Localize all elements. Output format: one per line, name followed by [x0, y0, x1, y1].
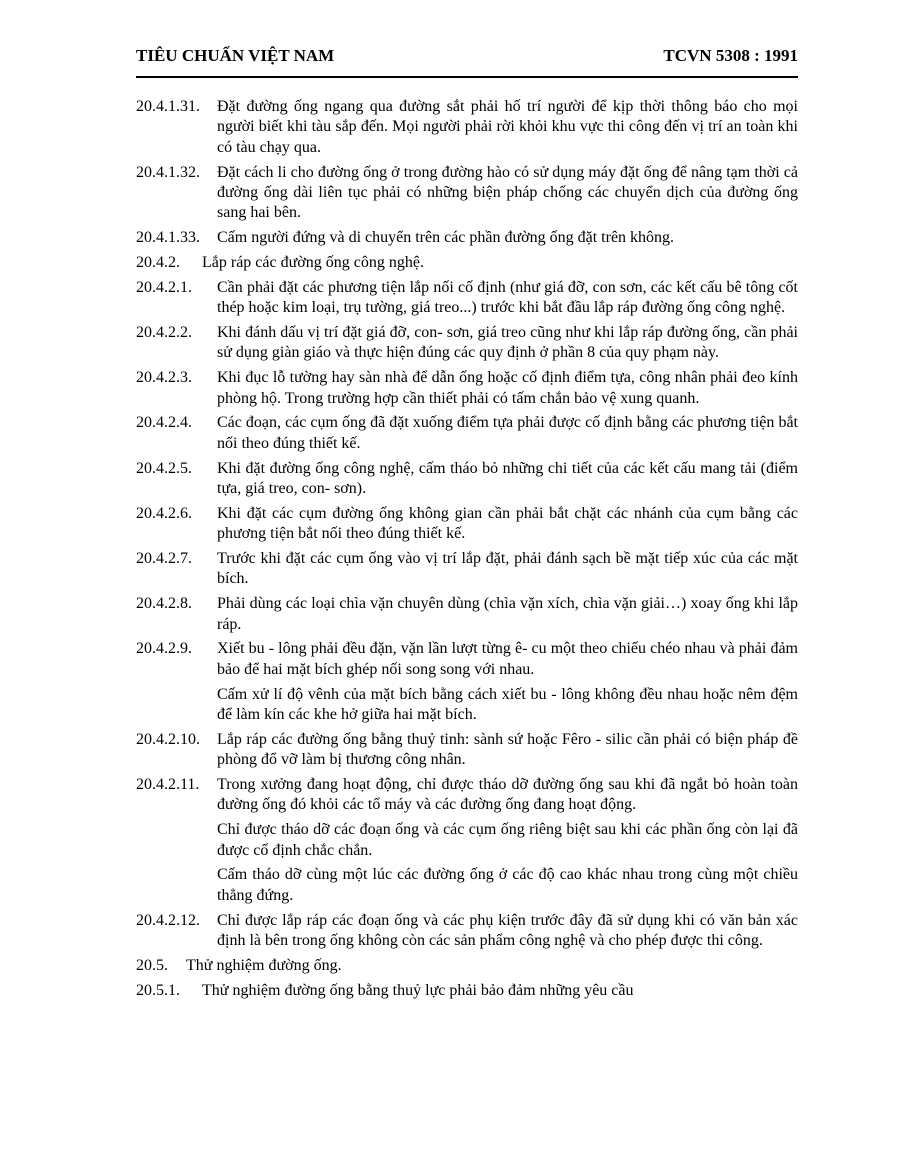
- clause-text: Đặt cách li cho đường ống ở trong đường hào có sử dụng máy đặt ống để nâng tạm thời cả đường ống dài liên tục phải có những biện pháp chống các chuyển dịch của đường ống sang hai bên.: [217, 163, 798, 222]
- section-number: 20.4.2.: [136, 254, 180, 272]
- clause-number: 20.4.2.11.: [136, 776, 200, 794]
- clause-20-4-2-7: [136, 549, 798, 590]
- clause-20-4-2-6: [136, 504, 798, 545]
- clause-20-4-2-12: [136, 911, 798, 952]
- clause-continuation: Chỉ được tháo dỡ các đoạn ống và các cụm ống riêng biệt sau khi các phần ống còn lại đã được cố định chắc chắn.: [217, 821, 798, 859]
- clause-continuation: Cấm xử lí độ vênh của mặt bích bằng cách xiết bu - lông không đều nhau hoặc nêm đệm để làm kín các khe hở giữa hai mặt bích.: [217, 685, 798, 724]
- clause-20-4-2-2: [136, 323, 798, 364]
- clause-text: Cần phải đặt các phương tiện lắp nối cố định (như giá đỡ, con sơn, các kết cấu bê tông cốt thép hoặc kim loại, trụ tường, giá treo...) trước khi bắt đầu lắp ráp đường ống công nghệ.: [217, 278, 798, 317]
- clause-20-4-2-5: [136, 459, 798, 500]
- clause-20-4-1-33: [136, 228, 798, 248]
- clause-text: Xiết bu - lông phải đều đặn, vặn lần lượt từng ê- cu một theo chiếu chéo nhau và phải đảm bảo để hai mặt bích ghép nối song song với nhau.: [217, 640, 798, 678]
- clause-number: 20.4.2.3.: [136, 369, 192, 387]
- clause-number: 20.4.2.5.: [136, 459, 192, 477]
- clause-number: 20.4.1.32.: [136, 163, 200, 181]
- clause-number: 20.4.2.6.: [136, 504, 192, 522]
- clause-text: Khi đặt các cụm đường ống không gian cần phải bắt chặt các nhánh của cụm bằng các phương tiện bắt nối theo đúng thiết kế.: [217, 504, 798, 543]
- clause-20-4-2-11: [136, 775, 798, 816]
- document-body: [136, 97, 798, 1005]
- clause-continuation: Cấm tháo dỡ cùng một lúc các đường ống ở các độ cao khác nhau trong cùng một chiều thẳng đứng.: [217, 866, 798, 904]
- clause-text: Khi đặt đường ống công nghệ, cấm tháo bỏ những chi tiết của các kết cấu mang tải (điểm tựa, giá treo, con- sơn).: [217, 459, 798, 498]
- clause-text: Trong xưởng đang hoạt động, chỉ được tháo dỡ đường ống sau khi đã ngắt bỏ hoàn toàn đường ống đó khỏi các tổ máy và các đường ống đang hoạt động.: [217, 776, 798, 814]
- clause-20-4-2-4: [136, 413, 798, 454]
- clause-number: 20.4.2.9.: [136, 640, 192, 658]
- section-title: Thử nghiệm đường ống.: [186, 956, 342, 974]
- clause-number: 20.4.2.2.: [136, 324, 192, 342]
- clause-number: 20.4.2.8.: [136, 595, 192, 613]
- header-title: TIÊU CHUẨN VIỆT NAM: [136, 46, 335, 65]
- clause-number: 20.4.2.1.: [136, 278, 192, 296]
- clause-text: Đặt đường ống ngang qua đường sắt phải hố trí người để kịp thời thông báo cho mọi người biết khi tàu sắp đến. Mọi người phải rời khỏi khu vực thi công đến vị trí an toàn khi có tàu chạy qua.: [217, 98, 798, 156]
- clause-text: Lắp ráp các đường ống bằng thuỷ tinh: sành sứ hoặc Fêro - silic cần phải có biện pháp đề phòng đổ vỡ làm bị thương công nhân.: [217, 730, 798, 769]
- clause-20-4-2-10: [136, 730, 798, 771]
- section-20-4-2: [136, 253, 798, 273]
- clause-number: 20.4.2.12.: [136, 911, 200, 929]
- section-title: Thử nghiệm đường ống bằng thuỷ lực phải bảo đảm những yêu cầu: [202, 981, 634, 999]
- section-20-5: [136, 956, 798, 976]
- clause-number: 20.4.1.33.: [136, 229, 200, 247]
- clause-number: 20.4.2.7.: [136, 550, 192, 568]
- clause-20-4-2-8: [136, 594, 798, 635]
- clause-text: Trước khi đặt các cụm ống vào vị trí lắp đặt, phải đánh sạch bề mặt tiếp xúc của các mặt bích.: [217, 550, 798, 588]
- clause-text: Chỉ được lắp ráp các đoạn ống và các phụ kiện trước đây đã sử dụng khi có văn bản xác định là bên trong ống không còn các sản phẩm công nghệ và cho phép được thi công.: [217, 911, 798, 950]
- clause-20-4-1-32: [136, 163, 798, 224]
- header-standard-code: TCVN 5308 : 1991: [663, 46, 798, 65]
- page-header: [136, 46, 798, 76]
- clause-20-4-2-1: [136, 278, 798, 319]
- clause-text: Khi đục lỗ tường hay sàn nhà để dẫn ống hoặc cố định điểm tựa, công nhân phải đeo kính phòng hộ. Trong trường hợp cần thiết phải có tấm chắn bảo vệ xung quanh.: [217, 369, 798, 407]
- clause-text: Khi đánh dấu vị trí đặt giá đỡ, con- sơn, giá treo cũng như khi lắp ráp đường ống, cần phải sử dụng giàn giáo và thực hiện đúng các quy định ở phần 8 của quy phạm này.: [217, 324, 798, 362]
- header-rule: [136, 76, 798, 78]
- clause-20-4-2-3: [136, 368, 798, 409]
- clause-number: 20.4.1.31.: [136, 98, 200, 115]
- clause-20-4-2-9: [136, 639, 798, 680]
- clause-number: 20.4.2.4.: [136, 414, 192, 432]
- clause-text: Cấm người đứng và di chuyển trên các phần đường ống đặt trên không.: [217, 229, 675, 247]
- section-title: Lắp ráp các đường ống công nghệ.: [202, 254, 424, 272]
- clause-number: 20.4.2.10.: [136, 730, 200, 748]
- section-number: 20.5.: [136, 956, 168, 974]
- clause-text: Các đoạn, các cụm ống đã đặt xuống điểm tựa phải được cố định bằng các phương tiện bắt nối theo đúng thiết kế.: [217, 414, 798, 452]
- section-20-5-1: [136, 981, 798, 1001]
- clause-20-4-1-31: [136, 97, 798, 158]
- section-number: 20.5.1.: [136, 981, 180, 999]
- clause-text: Phải dùng các loại chìa vặn chuyên dùng (chìa vặn xích, chìa vặn giải…) xoay ống khi lắp ráp.: [217, 595, 798, 633]
